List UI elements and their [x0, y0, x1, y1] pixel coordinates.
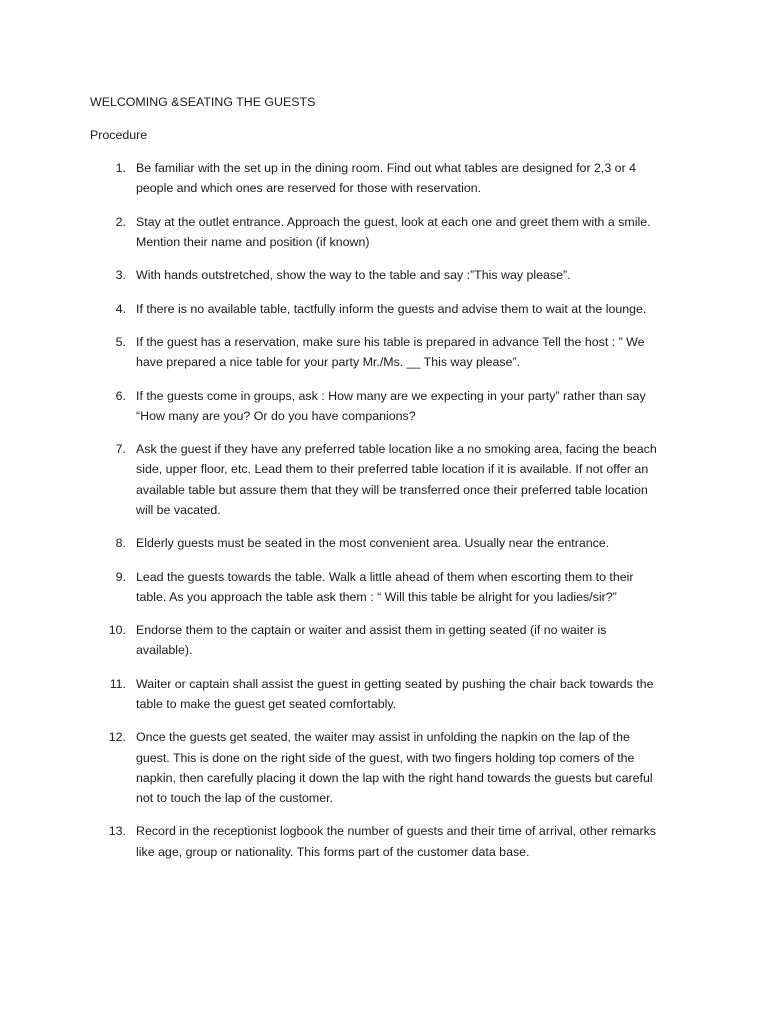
procedure-step: [0, 299, 768, 319]
procedure-step: [0, 821, 768, 861]
step-text: With hands outstretched, show the way to the table and say :”This way please”.: [136, 268, 571, 283]
procedure-step: [0, 727, 768, 808]
step-text: Ask the guest if they have any preferred table location like a no smoking area, facing the beach side, upper floor, etc. Lead them to their preferred table location if it is available. If not offer an available table but assure them that they will be transferred once their preferred table location will be vacated.: [136, 442, 657, 517]
step-text: Record in the receptionist logbook the number of guests and their time of arrival, other remarks like age, group or nationality. This forms part of the customer data base.: [136, 824, 656, 859]
step-number: 13.: [108, 824, 126, 839]
procedure-step: [0, 674, 768, 714]
step-number: 12.: [108, 730, 126, 745]
step-number: 5.: [115, 334, 126, 349]
step-number: 9.: [115, 569, 126, 584]
step-text: If there is no available table, tactfully inform the guests and advise them to wait at the lounge.: [136, 301, 647, 316]
step-number: 2.: [115, 214, 126, 229]
step-number: 4.: [115, 301, 126, 316]
step-number: 7.: [115, 442, 126, 457]
procedure-heading: Procedure: [90, 128, 148, 142]
step-text: Endorse them to the captain or waiter and assist them in getting seated (if no waiter is available).: [136, 623, 607, 658]
step-text: Once the guests get seated, the waiter may assist in unfolding the napkin on the lap of the guest. This is done on the right side of the guest, with two fingers holding top comers of the napkin, then carefully placing it down the lap with the right hand towards the guests but careful not to touch the lap of the customer.: [136, 730, 653, 805]
step-text: Elderly guests must be seated in the most convenient area. Usually near the entrance.: [136, 536, 610, 551]
procedure-step: [0, 332, 768, 372]
step-number: 6.: [115, 388, 126, 403]
document-title: WELCOMING &SEATING THE GUESTS: [90, 95, 316, 109]
step-text: Waiter or captain shall assist the guest in getting seated by pushing the chair back towards the table to make the guest get seated comfortably.: [136, 676, 654, 711]
step-number: 10.: [108, 623, 126, 638]
procedure-step: [0, 386, 768, 426]
procedure-step: [0, 439, 768, 520]
step-text: If the guest has a reservation, make sure his table is prepared in advance Tell the host : ” We have prepared a nice table for your party Mr./Ms. __ This way please”.: [136, 334, 645, 370]
procedure-step: [0, 620, 768, 660]
step-number: 3.: [115, 268, 126, 283]
step-text: Lead the guests towards the table. Walk a little ahead of them when escorting them to their table. As you approach the table ask them : “ Will this table be alright for you ladies/sir?”: [136, 569, 634, 604]
procedure-step: [0, 158, 768, 198]
step-text: Be familiar with the set up in the dining room. Find out what tables are designed for 2,3 or 4 people and which ones are reserved for those with reservation.: [136, 161, 637, 196]
step-text: Stay at the outlet entrance. Approach the guest, look at each one and greet them with a smile. Mention their name and position (if known): [136, 214, 651, 249]
procedure-step: [0, 212, 768, 252]
step-number: 1.: [115, 161, 126, 175]
procedure-steps-list: [0, 158, 768, 875]
procedure-step: [0, 567, 768, 607]
step-text: If the guests come in groups, ask : How many are we expecting in your party” rather than say “How many are you? Or do you have companions?: [136, 388, 646, 423]
step-number: 8.: [115, 536, 126, 551]
procedure-step: [0, 533, 768, 553]
procedure-step: [0, 265, 768, 285]
step-number: 11.: [109, 676, 126, 691]
